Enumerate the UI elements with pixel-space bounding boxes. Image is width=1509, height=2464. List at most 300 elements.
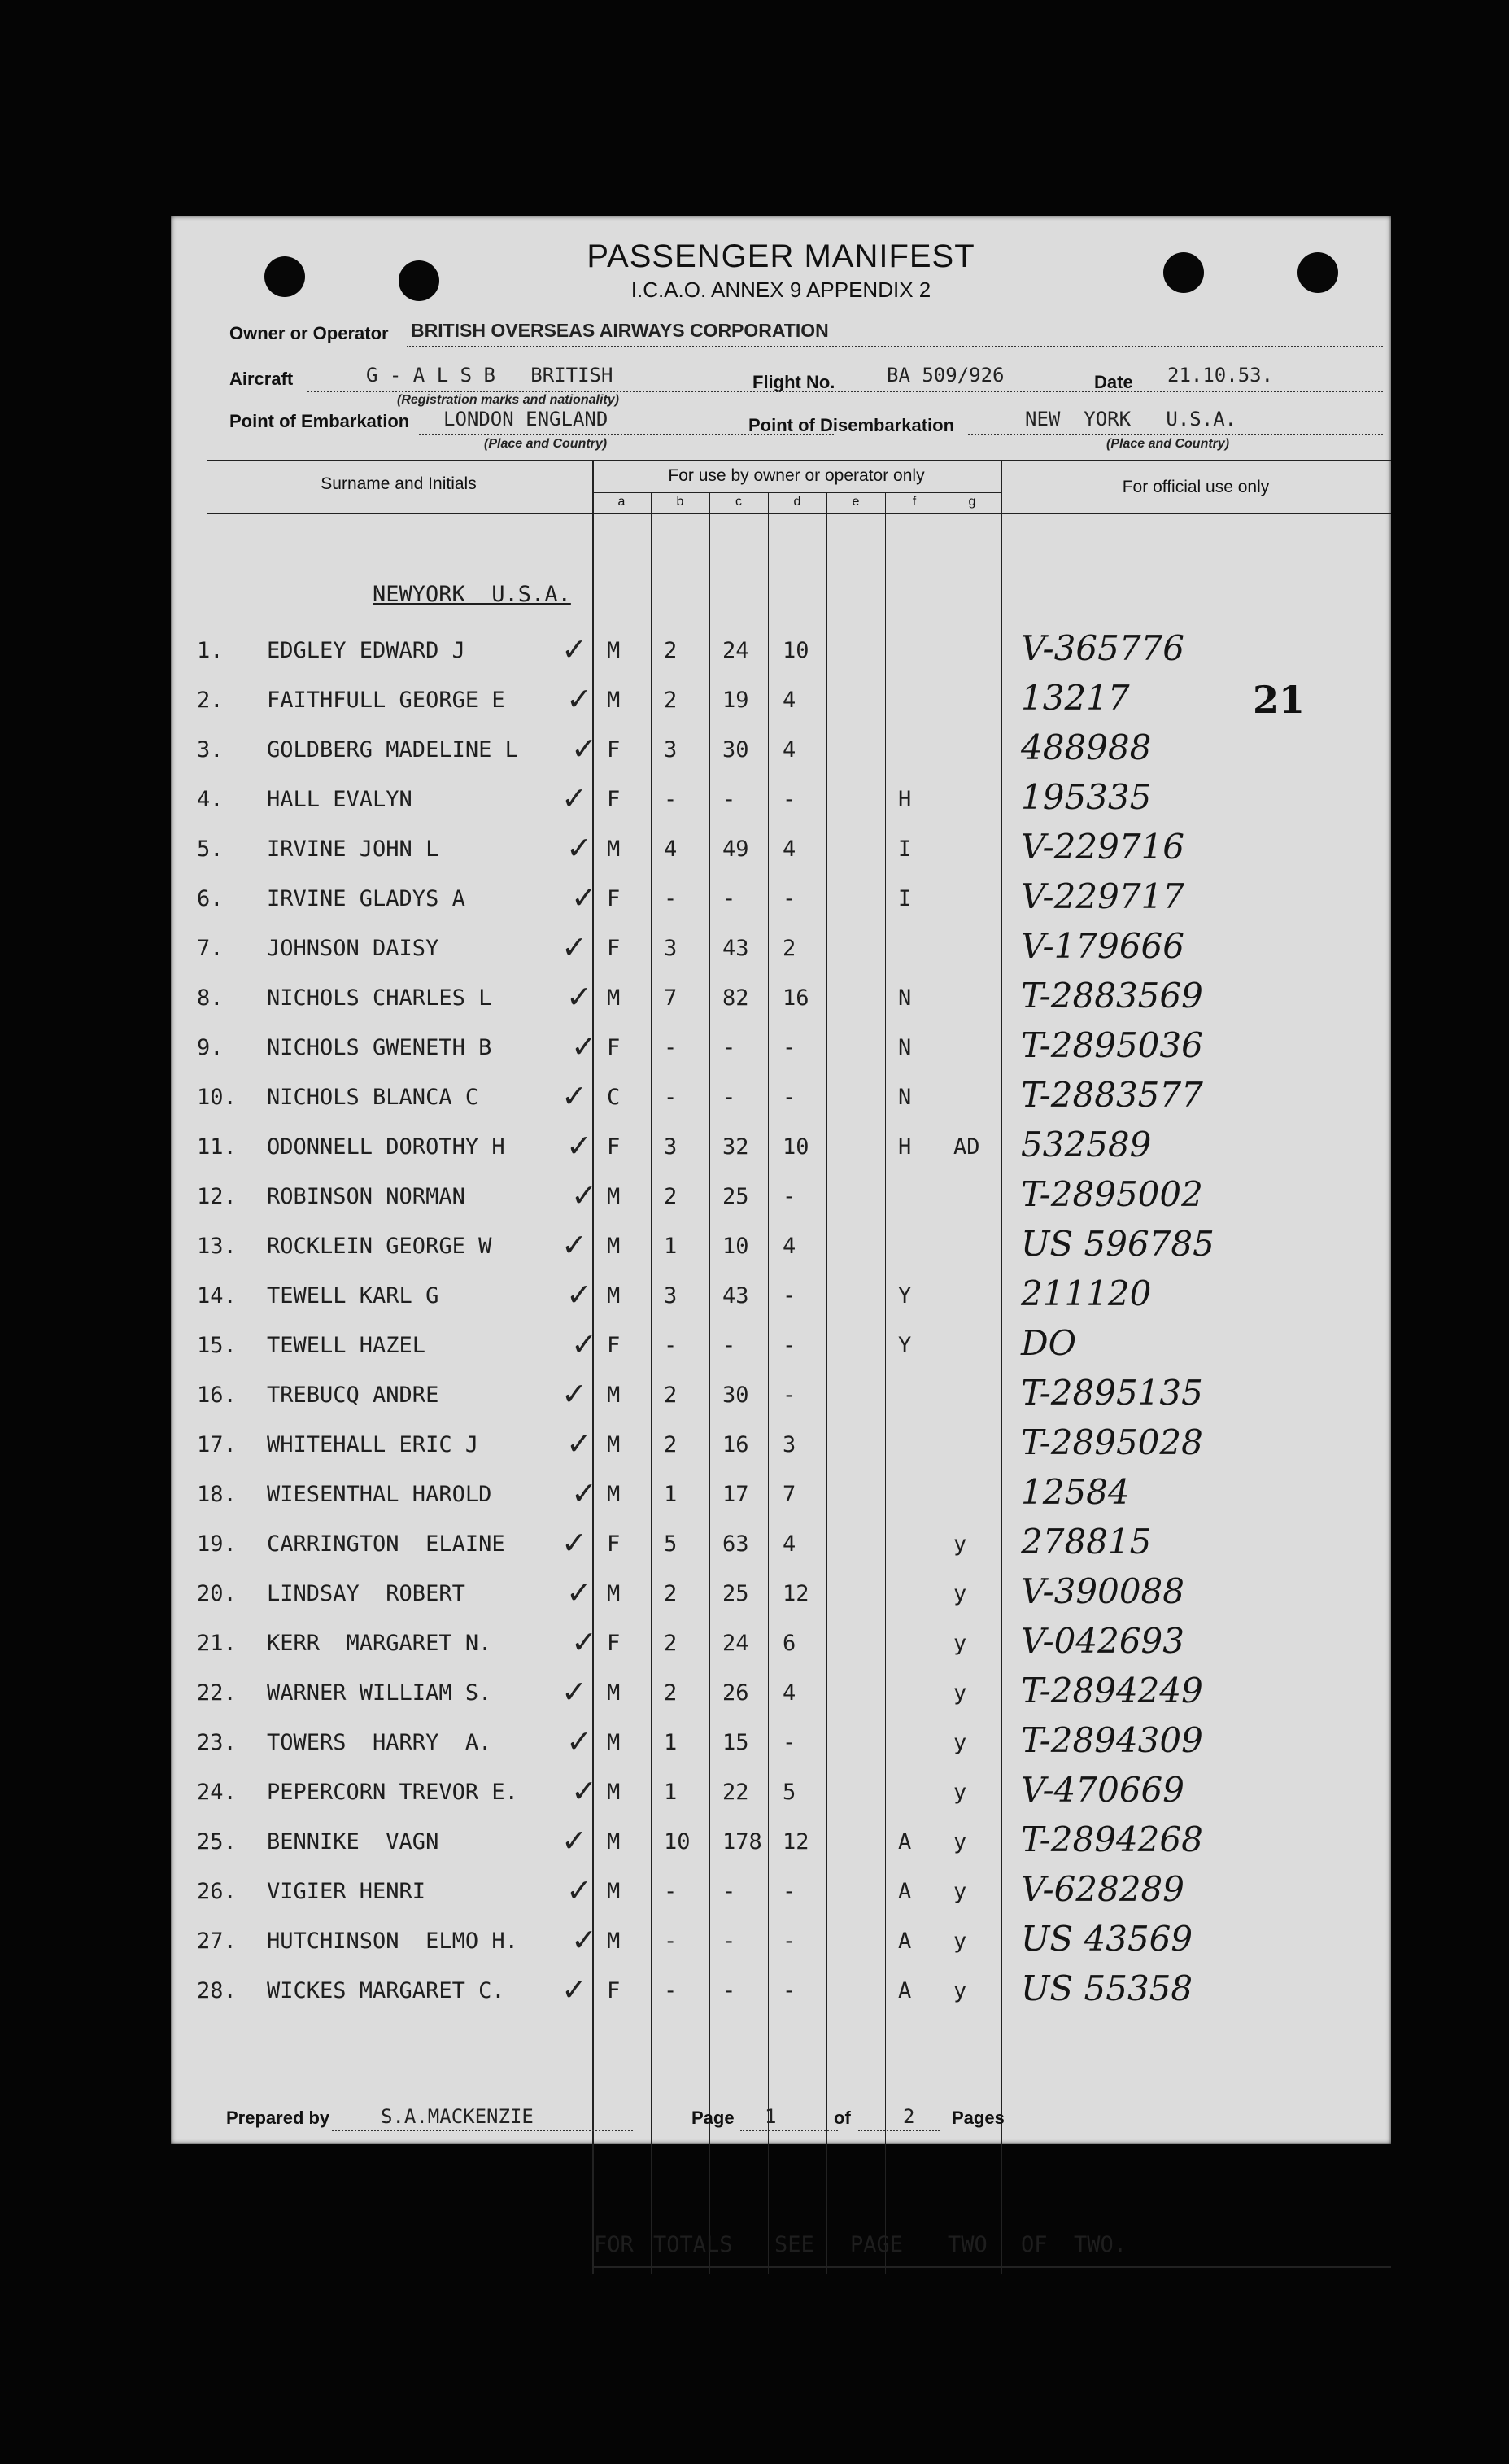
cell-c: 25 — [722, 1581, 749, 1606]
cell-d: - — [783, 1035, 796, 1060]
cell-c: 63 — [722, 1531, 749, 1557]
cell-b: 2 — [664, 1581, 678, 1606]
official-number: V-179666 — [1021, 926, 1184, 966]
cell-a: M — [607, 837, 621, 862]
aircraft-label: Aircraft — [229, 369, 294, 389]
embark-note: (Place and Country) — [484, 437, 608, 451]
owner-use-column-header: For use by owner or operator only — [668, 466, 925, 485]
cell-a: M — [607, 985, 621, 1011]
cell-d: - — [783, 1085, 796, 1110]
cell-f: A — [898, 1978, 912, 2003]
cell-c: 16 — [722, 1432, 749, 1457]
cell-d: 4 — [783, 1680, 796, 1706]
pages-label: Pages — [952, 2108, 1005, 2128]
row-number: 25. — [197, 1829, 237, 1855]
check-mark-icon: ✓ — [571, 1475, 597, 1511]
cell-d: 16 — [783, 985, 809, 1011]
row-number: 16. — [197, 1383, 237, 1408]
cell-d: - — [783, 1184, 796, 1209]
cell-c: 43 — [722, 1283, 749, 1308]
cell-d: 4 — [783, 837, 796, 862]
row-number: 24. — [197, 1780, 237, 1805]
official-number: US 596785 — [1021, 1224, 1215, 1264]
table-row — [171, 924, 1391, 973]
cell-b: 1 — [664, 1234, 678, 1259]
official-number: T-2895135 — [1021, 1373, 1203, 1413]
table-top-rule — [207, 460, 1391, 461]
cell-d: 7 — [783, 1482, 796, 1507]
cell-d: 3 — [783, 1432, 796, 1457]
passenger-name: HUTCHINSON ELMO H. — [267, 1929, 518, 1954]
cell-a: F — [607, 886, 621, 911]
cell-d: - — [783, 1929, 796, 1954]
date-label: Date — [1094, 372, 1133, 392]
page-stamp: 21 — [1253, 678, 1306, 722]
of-line — [858, 2130, 940, 2131]
row-number: 28. — [197, 1978, 237, 2003]
cell-d: - — [783, 1730, 796, 1755]
official-number: DO — [1021, 1323, 1077, 1363]
cell-d: - — [783, 1283, 796, 1308]
cell-d: 4 — [783, 688, 796, 713]
table-row — [171, 1123, 1391, 1172]
check-mark-icon: ✓ — [561, 631, 587, 667]
cell-c: 17 — [722, 1482, 749, 1507]
cell-c: 32 — [722, 1134, 749, 1160]
table-row — [171, 627, 1391, 675]
cell-c: 24 — [722, 638, 749, 663]
check-mark-icon: ✓ — [561, 780, 587, 816]
cell-g: y — [953, 1581, 967, 1606]
passenger-name: CARRINGTON ELAINE — [267, 1531, 505, 1557]
official-number: 278815 — [1021, 1522, 1152, 1562]
cell-f: H — [898, 787, 912, 812]
cell-d: - — [783, 886, 796, 911]
passenger-name: ODONNELL DOROTHY H — [267, 1134, 505, 1160]
official-number: US 43569 — [1021, 1919, 1193, 1959]
cell-g: y — [953, 1978, 967, 2003]
check-mark-icon: ✓ — [571, 1029, 597, 1064]
cell-b: 2 — [664, 1383, 678, 1408]
table-row — [171, 1470, 1391, 1519]
cell-b: 5 — [664, 1531, 678, 1557]
cell-b: 2 — [664, 638, 678, 663]
cell-c: 43 — [722, 936, 749, 961]
totals-word: SEE — [774, 2232, 814, 2257]
official-number: 13217 — [1021, 678, 1130, 718]
flight-label: Flight No. — [752, 372, 835, 392]
cell-a: F — [607, 936, 621, 961]
cell-c: 10 — [722, 1234, 749, 1259]
cell-c: 82 — [722, 985, 749, 1011]
table-row — [171, 1669, 1391, 1718]
table-row — [171, 676, 1391, 725]
passenger-name: TREBUCQ ANDRE — [267, 1383, 439, 1408]
passenger-name: NICHOLS BLANCA C — [267, 1085, 479, 1110]
check-mark-icon: ✓ — [566, 681, 592, 717]
cell-c: - — [722, 886, 736, 911]
passenger-name: NICHOLS CHARLES L — [267, 985, 492, 1011]
cell-c: 26 — [722, 1680, 749, 1706]
check-mark-icon: ✓ — [571, 1326, 597, 1362]
col-letter-b: b — [676, 495, 684, 509]
cell-c: - — [722, 1978, 736, 2003]
row-number: 7. — [197, 936, 224, 961]
row-number: 20. — [197, 1581, 237, 1606]
cell-a: M — [607, 1581, 621, 1606]
table-row — [171, 1024, 1391, 1073]
check-mark-icon: ✓ — [566, 1128, 592, 1164]
cell-c: 25 — [722, 1184, 749, 1209]
official-number: V-628289 — [1021, 1869, 1184, 1909]
check-mark-icon: ✓ — [566, 1872, 592, 1908]
page-value: 1 — [765, 2105, 777, 2128]
row-number: 8. — [197, 985, 224, 1011]
cell-a: F — [607, 1631, 621, 1656]
cell-f: A — [898, 1829, 912, 1855]
check-mark-icon: ✓ — [561, 1227, 587, 1263]
cell-g: AD — [953, 1134, 980, 1160]
check-mark-icon: ✓ — [571, 1922, 597, 1958]
cell-a: M — [607, 1234, 621, 1259]
cell-b: - — [664, 787, 678, 812]
cell-b: 10 — [664, 1829, 691, 1855]
cell-d: - — [783, 1333, 796, 1358]
cell-c: 22 — [722, 1780, 749, 1805]
cell-b: - — [664, 886, 678, 911]
cell-f: N — [898, 1085, 912, 1110]
cell-a: M — [607, 1829, 621, 1855]
cell-a: F — [607, 1531, 621, 1557]
cell-c: 49 — [722, 837, 749, 862]
cell-b: 1 — [664, 1780, 678, 1805]
cell-g: y — [953, 1631, 967, 1656]
row-number: 12. — [197, 1184, 237, 1209]
cell-d: 10 — [783, 1134, 809, 1160]
table-row — [171, 1768, 1391, 1817]
cell-f: H — [898, 1134, 912, 1160]
owner-subheader-rule — [592, 492, 1001, 493]
check-mark-icon: ✓ — [561, 1525, 587, 1561]
cell-d: - — [783, 1879, 796, 1904]
cell-d: - — [783, 1383, 796, 1408]
official-number: 488988 — [1021, 727, 1152, 767]
row-number: 2. — [197, 688, 224, 713]
owner-label: Owner or Operator — [229, 323, 389, 343]
table-row — [171, 726, 1391, 775]
cell-g: y — [953, 1829, 967, 1855]
cell-a: M — [607, 1432, 621, 1457]
cell-b: - — [664, 1978, 678, 2003]
table-row — [171, 1868, 1391, 1916]
cell-f: A — [898, 1929, 912, 1954]
cell-c: - — [722, 1035, 736, 1060]
cell-d: 12 — [783, 1581, 809, 1606]
disembark-note: (Place and Country) — [1106, 437, 1230, 451]
official-number: T-2883569 — [1021, 976, 1203, 1016]
col-letter-e: e — [852, 495, 860, 509]
official-number: T-2895036 — [1021, 1025, 1203, 1065]
cell-c: 178 — [722, 1829, 762, 1855]
table-row — [171, 1371, 1391, 1420]
aircraft-line — [307, 391, 1383, 392]
row-number: 6. — [197, 886, 224, 911]
official-number: V-229716 — [1021, 827, 1184, 867]
passenger-name: IRVINE GLADYS A — [267, 886, 465, 911]
cell-a: F — [607, 737, 621, 762]
cell-d: 4 — [783, 737, 796, 762]
row-number: 17. — [197, 1432, 237, 1457]
check-mark-icon: ✓ — [566, 830, 592, 866]
passenger-name: LINDSAY ROBERT — [267, 1581, 465, 1606]
official-number: 195335 — [1021, 777, 1152, 817]
cell-c: - — [722, 1085, 736, 1110]
cell-b: 3 — [664, 1283, 678, 1308]
table-header-rule — [207, 513, 1391, 514]
cell-g: y — [953, 1879, 967, 1904]
row-number: 3. — [197, 737, 224, 762]
prepared-value: S.A.MACKENZIE — [381, 2105, 534, 2128]
check-mark-icon: ✓ — [571, 880, 597, 915]
official-number: V-229717 — [1021, 876, 1184, 916]
cell-c: - — [722, 787, 736, 812]
table-row — [171, 1818, 1391, 1867]
check-mark-icon: ✓ — [561, 1823, 587, 1859]
cell-c: 15 — [722, 1730, 749, 1755]
disembark-label: Point of Disembarkation — [748, 415, 955, 435]
check-mark-icon: ✓ — [571, 1624, 597, 1660]
table-row — [171, 1322, 1391, 1370]
manifest-subtitle: I.C.A.O. ANNEX 9 APPENDIX 2 — [630, 277, 931, 302]
col-letter-f: f — [912, 495, 917, 509]
cell-b: 3 — [664, 737, 678, 762]
official-number: T-2894309 — [1021, 1720, 1203, 1760]
cell-c: 19 — [722, 688, 749, 713]
totals-word: TOTALS — [653, 2232, 733, 2257]
official-number: 12584 — [1021, 1472, 1130, 1512]
cell-g: y — [953, 1929, 967, 1954]
row-number: 26. — [197, 1879, 237, 1904]
table-row — [171, 1619, 1391, 1668]
cell-f: I — [898, 837, 912, 862]
official-number: US 55358 — [1021, 1968, 1193, 2008]
passenger-name: GOLDBERG MADELINE L — [267, 737, 518, 762]
table-row — [171, 825, 1391, 874]
passenger-name: ROBINSON NORMAN — [267, 1184, 465, 1209]
table-row — [171, 875, 1391, 924]
row-number: 4. — [197, 787, 224, 812]
cell-a: M — [607, 688, 621, 713]
cell-c: 30 — [722, 737, 749, 762]
col-letter-d: d — [793, 495, 801, 509]
official-number: T-2895028 — [1021, 1422, 1203, 1462]
page-line — [740, 2130, 838, 2131]
prepared-label: Prepared by — [226, 2108, 330, 2128]
prepared-line — [332, 2130, 633, 2131]
check-mark-icon: ✓ — [566, 1723, 592, 1759]
table-row — [171, 974, 1391, 1023]
passenger-name: KERR MARGARET N. — [267, 1631, 492, 1656]
row-number: 5. — [197, 837, 224, 862]
row-number: 19. — [197, 1531, 237, 1557]
cell-d: 4 — [783, 1531, 796, 1557]
check-mark-icon: ✓ — [571, 1177, 597, 1213]
section-title: NEWYORK U.S.A. — [373, 582, 571, 607]
official-number: V-042693 — [1021, 1621, 1184, 1661]
col-letter-g: g — [968, 495, 976, 509]
table-row — [171, 1272, 1391, 1321]
table-row — [171, 1570, 1391, 1619]
cell-a: M — [607, 1780, 621, 1805]
passenger-name: WHITEHALL ERIC J — [267, 1432, 479, 1457]
cell-b: 3 — [664, 1134, 678, 1160]
cell-f: N — [898, 985, 912, 1011]
totals-word: FOR — [594, 2232, 634, 2257]
row-number: 14. — [197, 1283, 237, 1308]
table-row — [171, 1917, 1391, 1966]
row-number: 9. — [197, 1035, 224, 1060]
cell-b: - — [664, 1333, 678, 1358]
official-number: T-2894249 — [1021, 1671, 1203, 1710]
row-number: 10. — [197, 1085, 237, 1110]
passenger-name: TEWELL KARL G — [267, 1283, 439, 1308]
check-mark-icon: ✓ — [566, 1575, 592, 1610]
totals-word: TWO — [948, 2232, 988, 2257]
table-row — [171, 1173, 1391, 1221]
official-number: T-2895002 — [1021, 1174, 1203, 1214]
owner-value: BRITISH OVERSEAS AIRWAYS CORPORATION — [411, 320, 829, 341]
table-row — [171, 1421, 1391, 1470]
cell-g: y — [953, 1730, 967, 1755]
cell-c: - — [722, 1879, 736, 1904]
cell-d: 2 — [783, 936, 796, 961]
totals-word: OF TWO. — [1021, 2232, 1127, 2257]
disembark-value: NEW YORK U.S.A. — [1025, 408, 1237, 430]
check-mark-icon: ✓ — [561, 929, 587, 965]
passenger-name: PEPERCORN TREVOR E. — [267, 1780, 518, 1805]
aircraft-value: G - A L S B BRITISH — [366, 364, 613, 387]
owner-line — [407, 346, 1383, 347]
totals-word: PAGE — [850, 2232, 904, 2257]
cell-a: F — [607, 1134, 621, 1160]
page-label: Page — [691, 2108, 735, 2128]
table-row — [171, 1719, 1391, 1767]
cell-b: - — [664, 1085, 678, 1110]
passenger-name: TOWERS HARRY A. — [267, 1730, 492, 1755]
check-mark-icon: ✓ — [571, 1773, 597, 1809]
check-mark-icon: ✓ — [561, 1972, 587, 2007]
official-number: T-2883577 — [1021, 1075, 1203, 1115]
cell-a: M — [607, 1184, 621, 1209]
embark-value: LONDON ENGLAND — [443, 408, 608, 430]
of-label: of — [834, 2108, 851, 2128]
row-number: 22. — [197, 1680, 237, 1706]
cell-a: M — [607, 1879, 621, 1904]
cell-a: M — [607, 1730, 621, 1755]
table-row — [171, 1967, 1391, 2016]
passenger-name: WARNER WILLIAM S. — [267, 1680, 492, 1706]
embark-label: Point of Embarkation — [229, 411, 410, 431]
passenger-name: WIESENTHAL HAROLD — [267, 1482, 492, 1507]
cell-b: - — [664, 1035, 678, 1060]
official-number: 211120 — [1021, 1274, 1152, 1313]
cell-b: 2 — [664, 688, 678, 713]
totals-line — [171, 2232, 1391, 2265]
cell-c: - — [722, 1333, 736, 1358]
official-number: V-470669 — [1021, 1770, 1184, 1810]
check-mark-icon: ✓ — [561, 1376, 587, 1412]
cell-d: - — [783, 1978, 796, 2003]
passenger-name: JOHNSON DAISY — [267, 936, 439, 961]
surname-column-header: Surname and Initials — [321, 474, 477, 493]
cell-b: 1 — [664, 1482, 678, 1507]
table-row — [171, 1222, 1391, 1271]
check-mark-icon: ✓ — [566, 1277, 592, 1313]
check-mark-icon: ✓ — [561, 1674, 587, 1710]
cell-b: - — [664, 1929, 678, 1954]
cell-a: M — [607, 638, 621, 663]
passenger-name: EDGLEY EDWARD J — [267, 638, 465, 663]
cell-b: - — [664, 1879, 678, 1904]
check-mark-icon: ✓ — [566, 979, 592, 1015]
table-row — [171, 1073, 1391, 1122]
disembark-line — [968, 434, 1383, 435]
cell-b: 3 — [664, 936, 678, 961]
passenger-name: BENNIKE VAGN — [267, 1829, 439, 1855]
row-number: 27. — [197, 1929, 237, 1954]
cell-a: C — [607, 1085, 621, 1110]
row-number: 18. — [197, 1482, 237, 1507]
cell-g: y — [953, 1531, 967, 1557]
row-number: 13. — [197, 1234, 237, 1259]
cell-f: Y — [898, 1333, 912, 1358]
cell-c: 30 — [722, 1383, 749, 1408]
official-column-header: For official use only — [1122, 478, 1270, 496]
cell-d: 5 — [783, 1780, 796, 1805]
cell-a: F — [607, 787, 621, 812]
passenger-name: HALL EVALYN — [267, 787, 412, 812]
cell-f: N — [898, 1035, 912, 1060]
cell-a: M — [607, 1482, 621, 1507]
row-number: 11. — [197, 1134, 237, 1160]
row-number: 21. — [197, 1631, 237, 1656]
passenger-name: NICHOLS GWENETH B — [267, 1035, 492, 1060]
cell-b: 2 — [664, 1184, 678, 1209]
check-mark-icon: ✓ — [566, 1426, 592, 1461]
date-value: 21.10.53. — [1167, 364, 1274, 387]
check-mark-icon: ✓ — [571, 731, 597, 767]
row-number: 23. — [197, 1730, 237, 1755]
col-letter-c: c — [735, 495, 742, 509]
manifest-title: PASSENGER MANIFEST — [587, 238, 975, 274]
manifest-sheet — [171, 216, 1391, 2257]
passenger-name: IRVINE JOHN L — [267, 837, 439, 862]
cell-d: 10 — [783, 638, 809, 663]
cell-a: M — [607, 1383, 621, 1408]
official-number: V-390088 — [1021, 1571, 1184, 1611]
check-mark-icon: ✓ — [561, 1078, 587, 1114]
totals-bottom-rule — [592, 2266, 1391, 2268]
cell-d: - — [783, 787, 796, 812]
cell-a: M — [607, 1680, 621, 1706]
row-number: 1. — [197, 638, 224, 663]
cell-a: M — [607, 1929, 621, 1954]
cell-b: 7 — [664, 985, 678, 1011]
cell-f: A — [898, 1879, 912, 1904]
passenger-name: WICKES MARGARET C. — [267, 1978, 505, 2003]
official-number: V-365776 — [1021, 628, 1184, 668]
table-row — [171, 1520, 1391, 1569]
